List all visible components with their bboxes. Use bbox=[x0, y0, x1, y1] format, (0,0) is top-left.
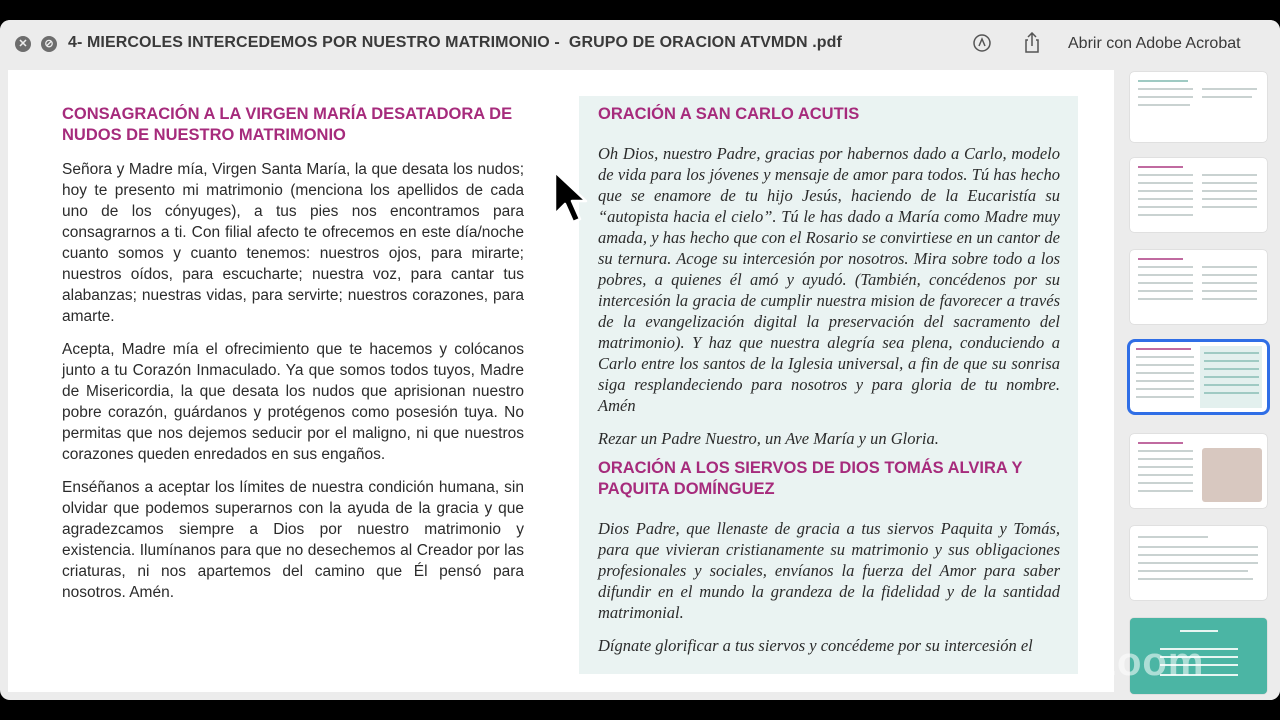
carlo-acutis-prayer: Oh Dios, nuestro Padre, gracias por habernos dado a Carlo, modelo de vida para los jóvenes y mensaje de amor para todos. Tú has hecho que se enamore de tu hijo Jesús, haciendo de la Eucaristía su “autopista hacia el cielo”. Tú le has dado a María como Madre muy amada, y has hecho que con el Rosario se convirtiese en un cantor de su ternura. Acoge su intercesión por nosotros. Mira sobre todo a los pobres, a quienes él amó y ayudó. (También, concédenos por su intercesión la gracia de cumplir nuestra mision de favorecer a través de la evangelización digital la preservación del sacramento del matrimonio). Y haz que nuestra alegría sea plena, conduciendo a Carlo entre los santos de la Iglesia universal, a fin de que su sonrisa siga resplandeciendo para nosotros y para gloria de tu nombre. Amén bbox=[598, 144, 1060, 415]
siervos-de-dios-heading: ORACIÓN A LOS SIERVOS DE DIOS TOMÁS ALVIRA Y PAQUITA DOMÍNGUEZ bbox=[598, 459, 1023, 498]
markup-icon[interactable] bbox=[971, 32, 993, 54]
document-title: 4- MIERCOLES INTERCEDEMOS POR NUESTRO MATRIMONIO - GRUPO DE ORACION ATVMDN .pdf bbox=[68, 34, 842, 51]
page-thumbnail-6[interactable] bbox=[1130, 526, 1267, 600]
siervos-prayer-continued: Dígnate glorificar a tus siervos y concédeme por su intercesión el bbox=[598, 636, 1033, 655]
page-thumbnail-3[interactable] bbox=[1130, 250, 1267, 324]
open-with-acrobat-button[interactable]: Abrir con Adobe Acrobat bbox=[1068, 35, 1241, 52]
pdf-page bbox=[8, 70, 1114, 692]
close-icon[interactable]: ✕ bbox=[15, 36, 31, 52]
page-thumbnail-4[interactable] bbox=[1130, 342, 1267, 412]
pdf-viewer-window bbox=[0, 20, 1280, 700]
thumbnail-sidebar[interactable] bbox=[1120, 70, 1280, 700]
carlo-acutis-heading: ORACIÓN A SAN CARLO ACUTIS bbox=[598, 105, 860, 123]
left-paragraph: Señora y Madre mía, Virgen Santa María, la que desata los nudos; hoy te presento mi matrimonio (menciona los apellidos de cada uno de los cónyuges), a tus pies nos encontramos para consagrarnos a ti. Con filial afecto te ofrecemos en este día/noche cuanto somos y cuanto tenemos: nuestros ojos, para mirarte; nuestros oídos, para escucharte; nuestra voz, para cantar tus alabanzas; nuestras vidas, para servirte; nuestros corazones, para amarte. bbox=[62, 161, 524, 325]
left-paragraph: Enséñanos a aceptar los límites de nuestra condición humana, sin olvidar que podemos superarnos con la ayuda de la gracia y que agradezcamos siempre a Dios por nuestro matrimonio y existencia. Ilumínanos para que no desechemos al Creador por las criaturas, ni nos apartemos del camino que Él pensó para nosotros. Amén. bbox=[62, 479, 524, 601]
title-bar bbox=[0, 20, 1280, 68]
minimize-icon[interactable]: ⊘ bbox=[41, 36, 57, 52]
left-column bbox=[62, 104, 524, 603]
consagracion-heading: CONSAGRACIÓN A LA VIRGEN MARÍA DESATADORA DE NUDOS DE NUESTRO MATRIMONIO bbox=[62, 105, 513, 144]
mouse-cursor-icon bbox=[552, 170, 592, 232]
rezar-instruction: Rezar un Padre Nuestro, un Ave María y un Gloria. bbox=[598, 429, 939, 448]
siervos-prayer: Dios Padre, que llenaste de gracia a tus siervos Paquita y Tomás, para que vivieran cristianamente su matrimonio y sus obligaciones profesionales y sociales, envíanos la fuerza del Amor para saber difundir en el mundo la grandeza de la fidelidad y de la santidad matrimonial. bbox=[598, 519, 1060, 622]
left-paragraph: Acepta, Madre mía el ofrecimiento que te hacemos y colócanos junto a tu Corazón Inmaculado. Ya que somos todos tuyos, Madre de Misericordia, la que desata los nudos que aprisionan nuestro pobre corazón, guárdanos y protégenos como posesión tuya. No permitas que nos dejemos seducir por el maligno, ni que nuestros corazones queden enredados en sus engaños. bbox=[62, 341, 524, 463]
share-icon[interactable] bbox=[1021, 32, 1043, 54]
zoom-watermark: zoom bbox=[1096, 640, 1205, 684]
right-column bbox=[579, 96, 1078, 674]
page-thumbnail-1[interactable] bbox=[1130, 72, 1267, 142]
page-thumbnail-5[interactable] bbox=[1130, 434, 1267, 508]
page-thumbnail-2[interactable] bbox=[1130, 158, 1267, 232]
